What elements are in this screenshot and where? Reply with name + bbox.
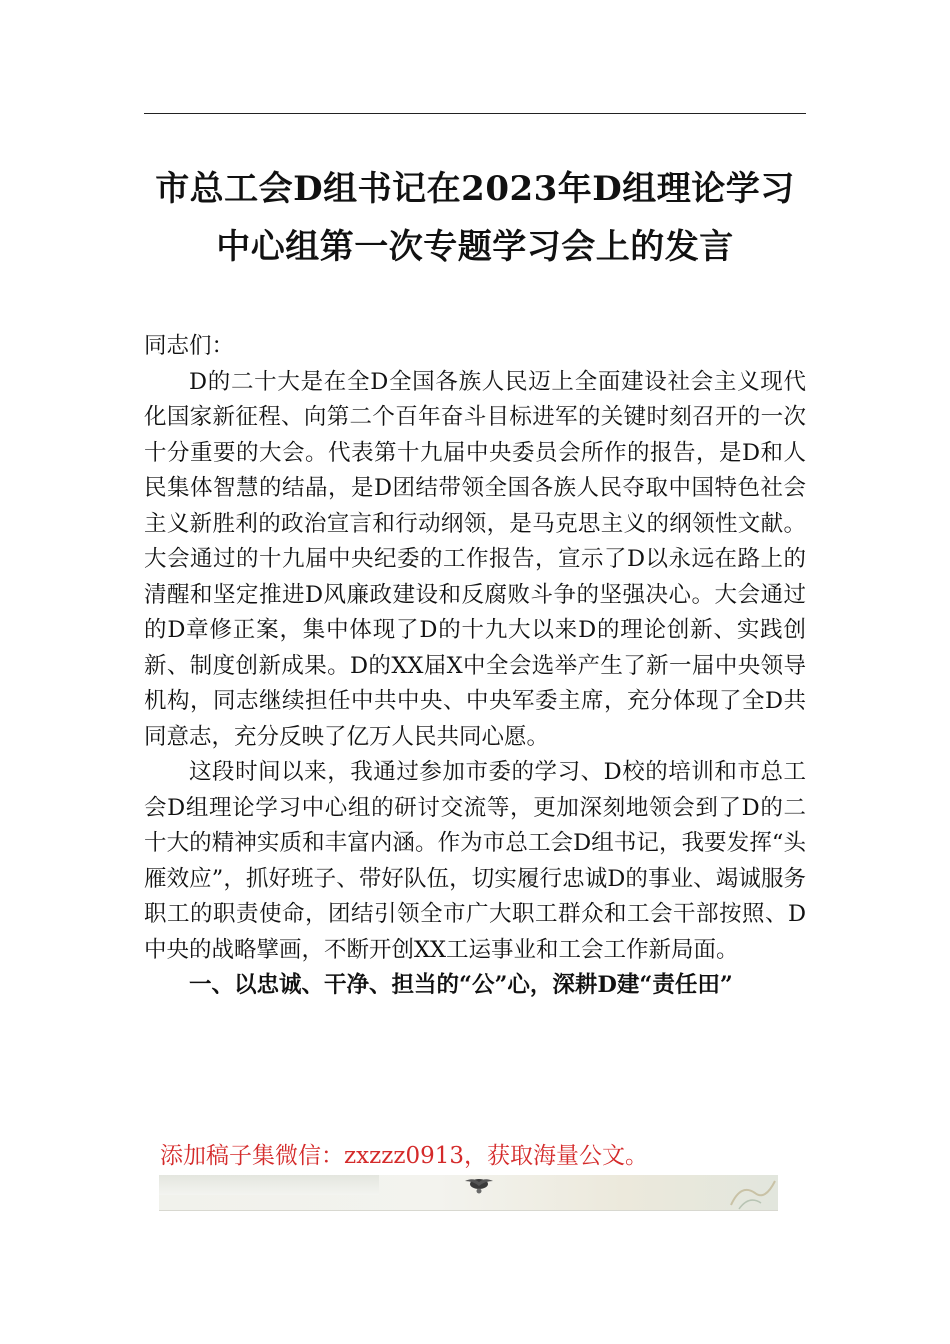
title-line-1: 市总工会D组书记在2023年D组理论学习 <box>155 169 795 209</box>
swirl-ornament-icon <box>729 1175 778 1210</box>
header-rule <box>144 113 806 114</box>
bird-icon <box>459 1175 499 1197</box>
decorative-image <box>159 1175 778 1211</box>
body-paragraph-1: D的二十大是在全D全国各族人民迈上全面建设社会主义现代化国家新征程、向第二个百年奋斗目标进军的关键时刻召开的一次十分重要的大会。代表第十九届中央委员会所作的报告，是D和人民集体智慧的结晶，是D团结带领全国各族人民夺取中国特色社会主义新胜利的政治宣言和行动纲领，是马克思主义的纲领性文献。大会通过的十九届中央纪委的工作报告，宣示了D以永远在路上的清醒和坚定推进D风廉政建设和反腐败斗争的坚强决心。大会通过的D章修正案，集中体现了D的十九大以来D的理论创新、实践创新、制度创新成果。D的XX届X中全会选举产生了新一届中央领导机构，同志继续担任中共中央、中央军委主席，充分体现了全D共同意志，充分反映了亿万人民共同心愿。 <box>144 368 806 750</box>
salutation: 同志们： <box>144 333 235 359</box>
image-band <box>159 1175 379 1195</box>
title-line-2: 中心组第一次专题学习会上的发言 <box>216 227 734 267</box>
document-body <box>144 329 806 1004</box>
body-paragraph-2: 这段时间以来，我通过参加市委的学习、D校的培训和市总工会D组理论学习中心组的研讨交流等，更加深刻地领会到了D的二十大的精神实质和丰富内涵。作为市总工会D组书记，我要发挥“头雁效应”，抓好班子、带好队伍，切实履行忠诚D的事业、竭诚服务职工的职责使命，团结引领全市广大职工群众和工会干部按照、D中央的战略擘画，不断开创XX工运事业和工会工作新局面。 <box>144 759 806 963</box>
section-heading-1: 一、以忠诚、干净、担当的“公”心，深耕D建“责任田” <box>189 972 733 998</box>
document-title <box>144 160 806 276</box>
promo-notice: 添加稿子集微信：zxzzz0913，获取海量公文。 <box>160 1143 648 1169</box>
